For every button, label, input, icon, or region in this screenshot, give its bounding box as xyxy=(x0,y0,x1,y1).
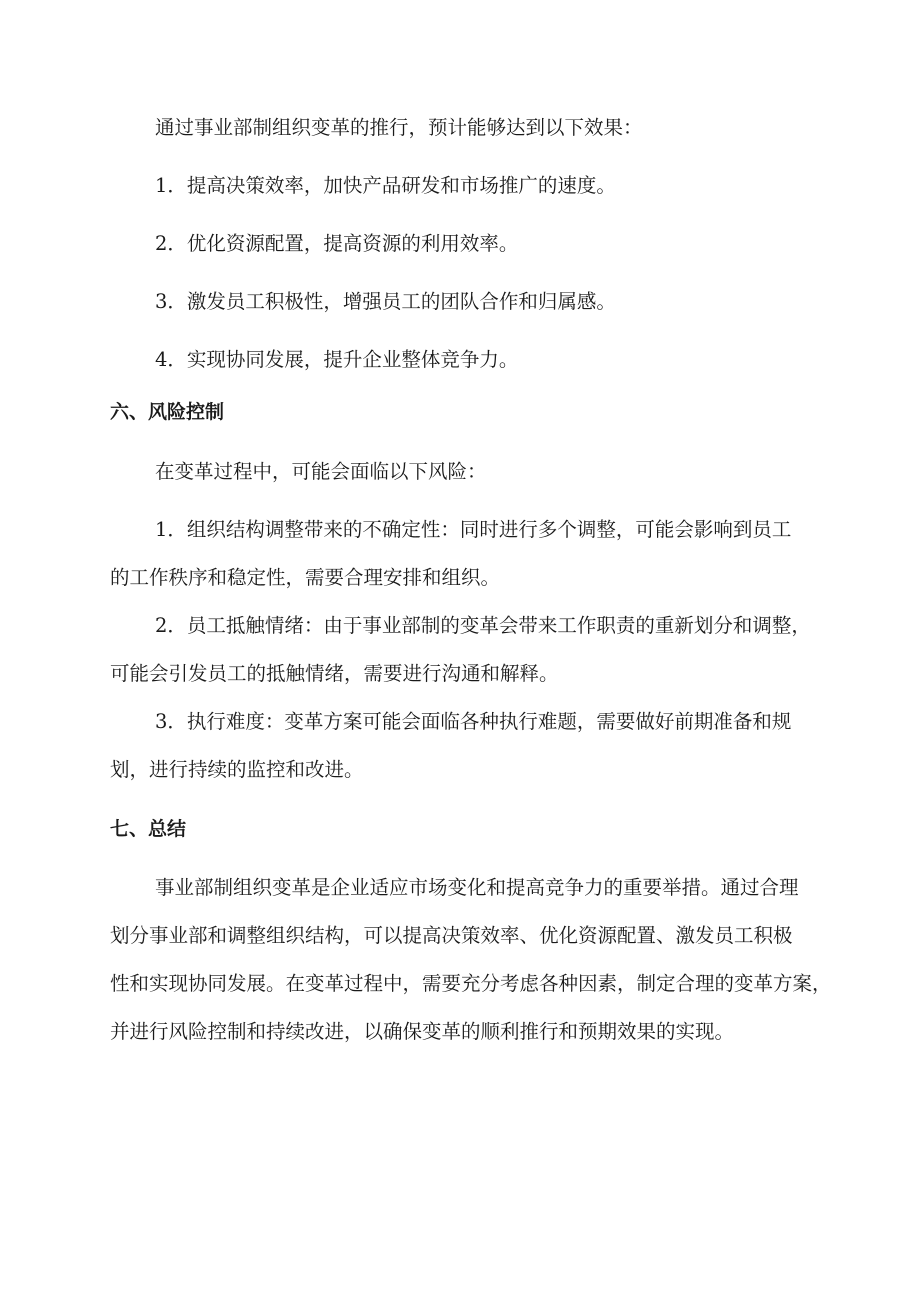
risk-item-3-line-1: 3．执行难度：变革方案可能会面临各种执行难题，需要做好前期准备和规 xyxy=(155,710,792,733)
risk-item-3-line-2: 划，进行持续的监控和改进。 xyxy=(110,758,364,781)
risk-intro: 在变革过程中，可能会面临以下风险： xyxy=(155,460,487,483)
risk-item-3 xyxy=(110,698,820,794)
effects-intro: 通过事业部制组织变革的推行，预计能够达到以下效果： xyxy=(155,116,643,139)
summary-paragraph xyxy=(110,864,832,1056)
section-heading-risk-control: 六、风险控制 xyxy=(110,401,225,423)
section-heading-summary: 七、总结 xyxy=(110,818,187,840)
summary-line-1: 事业部制组织变革是企业适应市场变化和提高竞争力的重要举措。通过合理 xyxy=(155,876,799,899)
summary-line-2: 划分事业部和调整组织结构，可以提高决策效率、优化资源配置、激发员工积极 xyxy=(110,924,793,947)
risk-item-2-line-1: 2．员工抵触情绪：由于事业部制的变革会带来工作职责的重新划分和调整， xyxy=(155,614,811,637)
summary-line-3: 性和实现协同发展。在变革过程中，需要充分考虑各种因素，制定合理的变革方案， xyxy=(110,972,832,995)
risk-item-1-line-1: 1．组织结构调整带来的不确定性：同时进行多个调整，可能会影响到员工 xyxy=(155,518,792,541)
effect-item-2: 2．优化资源配置，提高资源的利用效率。 xyxy=(155,232,519,255)
risk-item-1 xyxy=(110,506,820,602)
risk-item-1-line-2: 的工作秩序和稳定性，需要合理安排和组织。 xyxy=(110,566,501,589)
summary-line-4: 并进行风险控制和持续改进，以确保变革的顺利推行和预期效果的实现。 xyxy=(110,1020,735,1043)
effect-item-1: 1．提高决策效率，加快产品研发和市场推广的速度。 xyxy=(155,174,616,197)
effect-item-3: 3．激发员工积极性，增强员工的团队合作和归属感。 xyxy=(155,290,616,313)
risk-item-2-line-2: 可能会引发员工的抵触情绪，需要进行沟通和解释。 xyxy=(110,662,559,685)
risk-item-2 xyxy=(110,602,820,698)
effect-item-4: 4．实现协同发展，提升企业整体竞争力。 xyxy=(155,348,519,371)
